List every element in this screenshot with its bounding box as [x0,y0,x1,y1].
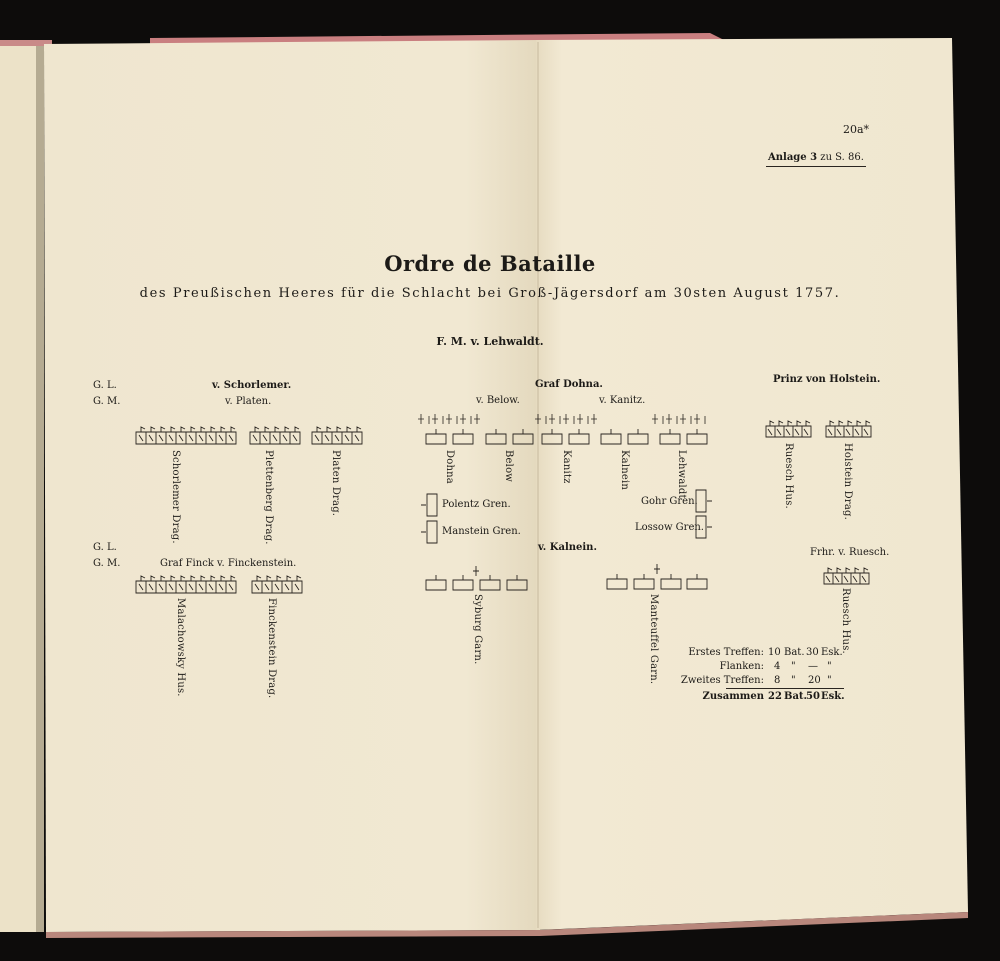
second-left-general: Graf Finck v. Finckenstein. [160,558,297,569]
totals-bat-flanks: 4 [774,661,781,672]
totals-esk-unit-sum: Esk. [821,691,845,702]
malachowsky-squadrons [136,576,236,593]
unit-label-malachowsky: Malachowsky Hus. [175,598,186,697]
unit-label-ruesch-hus: Ruesch Hus. [783,443,794,509]
unit-label-schorlemer: Schorlemer Drag. [170,450,181,544]
commander: F. M. v. Lehwaldt. [436,335,544,348]
totals-bat-unit-second: " [791,675,796,686]
rank-gm-first: G. M. [93,396,121,407]
flank-lossow: Lossow Gren. [635,522,704,533]
totals-esk-second: 20 [808,675,821,686]
totals-esk-flanks: — [808,661,818,672]
second-line-battalions [426,564,707,590]
totals-rule [726,688,844,689]
totals-bat-unit-flanks: " [791,661,796,672]
totals-esk-sum: 50 [806,691,820,702]
right-wing-general: Prinz von Holstein. [773,374,881,385]
unit-label-syburg: Syburg Garn. [472,594,483,665]
platen-squadrons [312,427,362,444]
unit-label-manteuffel: Manteuffel Garn. [648,594,659,685]
left-wing-general: v. Schorlemer. [212,380,292,391]
unit-label-kanitz: Kanitz [561,450,572,484]
plettenberg-squadrons [250,427,300,444]
document-subtitle: des Preußischen Heeres für die Schlacht bei Groß-Jägersdorf am 30sten August 1757. [139,286,841,301]
document-title: Ordre de Bataille [384,251,596,276]
totals-label-sum: Zusammen [702,691,764,702]
totals-bat-unit-sum: Bat. [784,691,808,702]
second-right-general: Frhr. v. Ruesch. [810,547,890,558]
first-line-battalions [426,429,707,444]
holstein-squadrons [826,421,871,437]
annex-label: Anlage 3 [768,152,818,163]
unit-label-finckenstein: Finckenstein Drag. [266,598,277,699]
annex-ref: zu S. 86. [820,152,864,163]
unit-label-ruesch-second: Ruesch Hus. [840,588,851,654]
totals-bat-unit-first: Bat. [784,647,805,658]
unit-label-platen: Platen Drag. [330,450,341,517]
second-center-general: v. Kalnein. [538,542,597,553]
brigadier-kanitz: v. Kanitz. [599,395,646,406]
rank-gl-second: G. L. [93,542,117,553]
unit-label-holstein-drag: Holstein Drag. [842,443,853,520]
ruesch-squadrons-second [824,568,869,584]
totals-label-first: Erstes Treffen: [688,647,764,658]
totals-label-second: Zweites Treffen: [680,675,764,686]
totals-bat-sum: 22 [768,691,782,702]
unit-label-plettenberg: Plettenberg Drag. [263,450,274,545]
ruesch-squadrons-first [766,421,811,437]
unit-label-below: Below [503,450,514,483]
unit-label-kalnein: Kalnein [619,450,630,491]
first-line-guns [418,414,705,424]
flank-manstein: Manstein Gren. [442,526,521,537]
totals-esk-first: 30 [806,647,819,658]
unit-label-lehwaldt: Lehwaldt [676,450,687,499]
totals-bat-first: 10 [768,647,781,658]
brigadier-below: v. Below. [476,395,520,406]
totals-esk-unit-second: " [827,675,832,686]
totals-label-flanks: Flanken: [719,661,764,672]
unit-label-dohna: Dohna [444,450,455,484]
center-general: Graf Dohna. [535,379,603,390]
totals-esk-unit-first: Esk. [821,647,843,658]
totals-bat-second: 8 [774,675,781,686]
flank-gohr: Gohr Gren. [641,496,698,507]
rank-gm-second: G. M. [93,558,121,569]
finckenstein-squadrons [252,576,302,593]
schorlemer-squadrons [136,427,236,444]
flank-polentz: Polentz Gren. [442,499,511,510]
left-wing-major-general: v. Platen. [225,396,272,407]
page-number: 20a* [843,123,870,136]
totals-esk-unit-flanks: " [827,661,832,672]
rank-gl-first: G. L. [93,380,117,391]
